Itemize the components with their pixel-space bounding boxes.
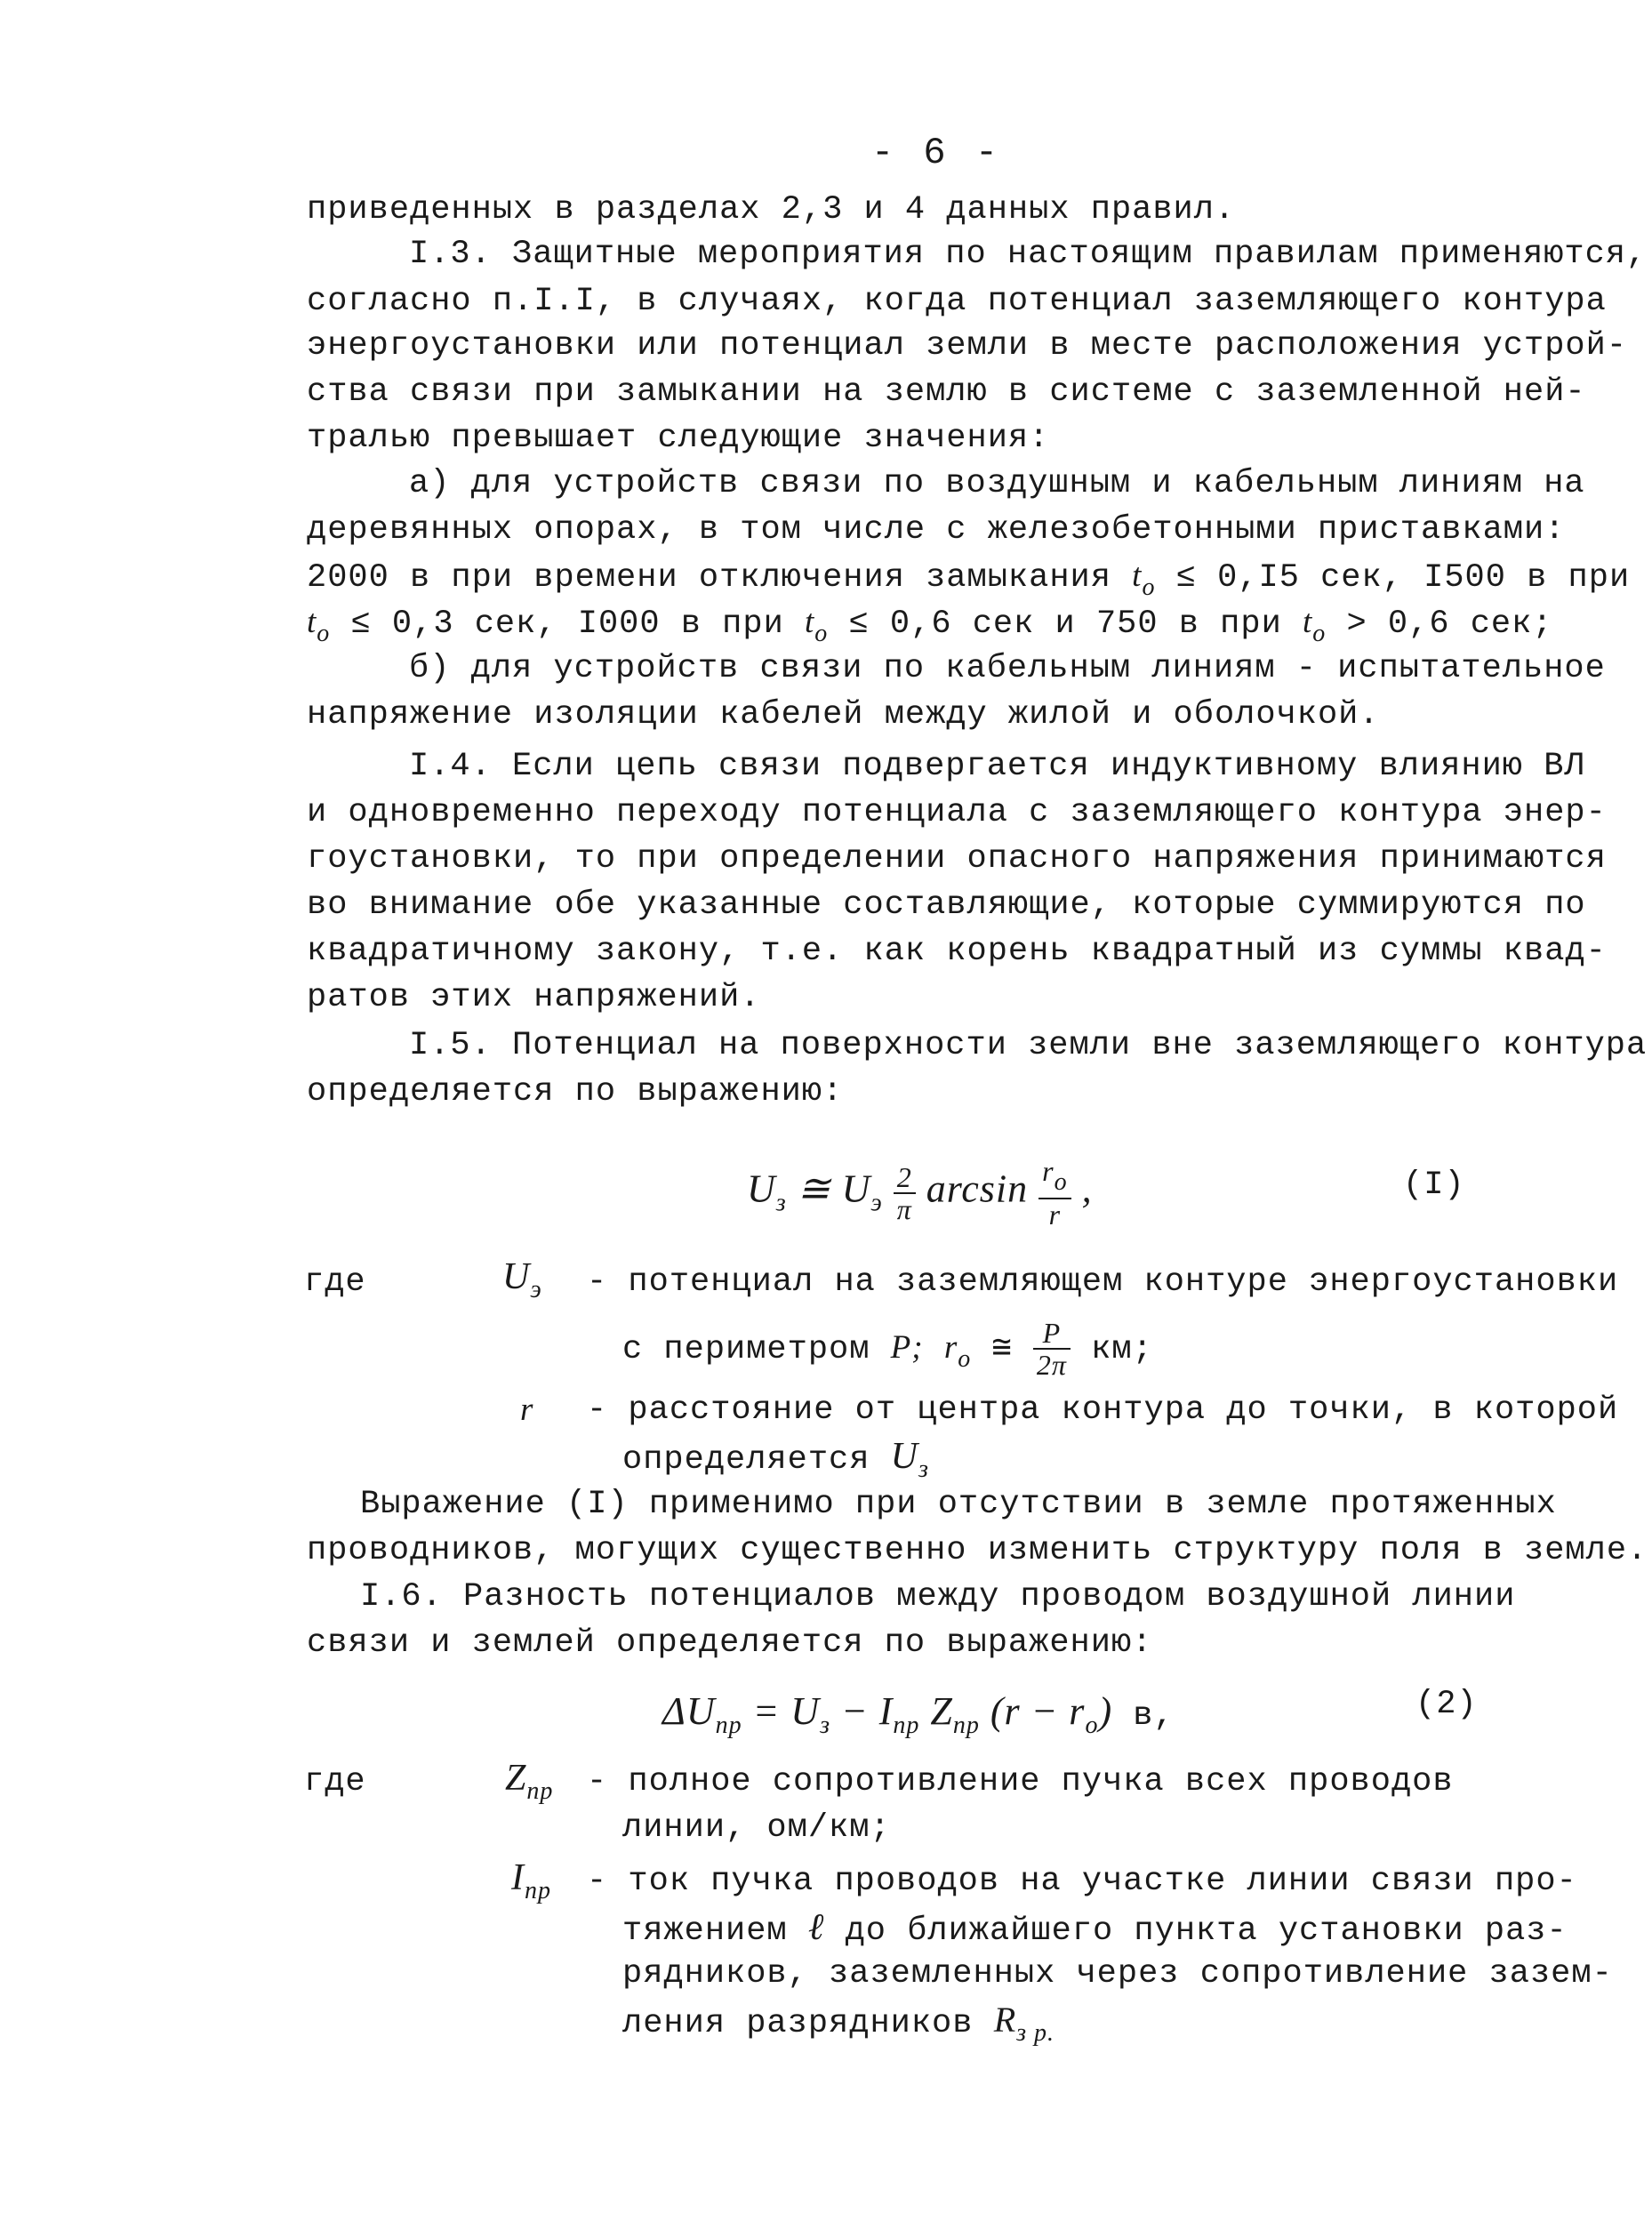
definition-r-cont: определяется $U_з$: [622, 1436, 929, 1483]
text-line: энергоустановки или потенциал земли в месте расположения устрой-: [307, 327, 1628, 365]
symbol-ipr: $I_{пр}$: [511, 1857, 551, 1904]
definition-ipr-cont-1: тяжением ℓ до ближайшего пункта установки раз-: [622, 1907, 1568, 1950]
text-line: гоустановки, то при определении опасного напряжения принимаются: [307, 840, 1607, 878]
text-line: проводников, могущих существенно изменить структуру поля в земле.: [307, 1532, 1648, 1569]
fraction-p-over-2pi: $\frac{P}{2\pi}$: [1033, 1318, 1071, 1380]
text-line: Выражение (I) применимо при отсутствии в земле протяженных: [360, 1486, 1557, 1523]
definition-ipr-cont-2: рядников, заземленных через сопротивление зазем-: [622, 1955, 1613, 1993]
times-text: ≤ 0,6 сек и 750 в при: [848, 605, 1282, 643]
text-line: определяется по выражению:: [307, 1073, 844, 1111]
symbol-ue: $U_э$: [502, 1256, 542, 1303]
formula-1: $U_з$ ≅ $U_э$ $\frac{2}{\pi}$ arcsin $\frac{ro}{r}$ ,: [747, 1155, 1093, 1231]
fraction-2-over-pi: $\frac{2}{\pi}$: [894, 1162, 916, 1224]
text-line: деревянных опорах, в том числе с железобетонными приставками:: [307, 511, 1566, 549]
definition-ue: - потенциал на заземляющем контуре энергоустановки: [587, 1263, 1619, 1301]
text-line: квадратичному закону, т.е. как корень квадратный из суммы квад-: [307, 933, 1607, 970]
definition-zpr-cont: линии, ом/км;: [622, 1809, 891, 1847]
paragraph-1-5: I.5. Потенциал на поверхности земли вне заземляющего контура: [409, 1027, 1648, 1064]
text-line: напряжение изоляции кабелей между жилой и оболочкой.: [307, 696, 1380, 734]
text-line: приведенных в разделах 2,3 и 4 данных правил.: [307, 191, 1236, 229]
symbol-r: r: [520, 1391, 534, 1428]
text-line: согласно п.I.I, в случаях, когда потенциал заземляющего контура: [307, 283, 1607, 320]
text-line: ства связи при замыкании на землю в системе с заземленной ней-: [307, 373, 1586, 411]
paragraph-1-4: I.4. Если цепь связи подвергается индуктивному влиянию ВЛ: [409, 748, 1585, 785]
times-text: ≤ 0,3 сек, I000 в при: [350, 605, 784, 643]
where-label: где: [304, 1263, 366, 1301]
where-label: где: [304, 1763, 366, 1800]
t0-symbol: $t_o$: [805, 604, 829, 647]
text-line: ратов этих напряжений.: [307, 979, 761, 1016]
text-line: и одновременно переходу потенциала с заземляющего контура энер-: [307, 794, 1607, 831]
definition-ipr: - ток пучка проводов на участке линии связи про-: [587, 1863, 1577, 1900]
definition-ue-cont: с периметром P; $r_o$ ≅ $\frac{P}{2\pi}$ км;: [622, 1317, 1153, 1381]
text-line: во внимание обе указанные составляющие, которые суммируются по: [307, 886, 1586, 924]
equation-number-2: (2): [1415, 1686, 1478, 1723]
definition-zpr: - полное сопротивление пучка всех проводов: [587, 1763, 1454, 1800]
times-text: > 0,6 сек;: [1346, 605, 1553, 643]
formula-2: $\Delta U_{пр} = U_з - I_{пр}$ $Z_{пр}$ $(r - r_o)$ в,: [662, 1689, 1175, 1739]
t0-symbol: $t_o$: [1132, 557, 1156, 601]
t0-symbol: $t_o$: [307, 604, 331, 647]
text-line: связи и землей определяется по выражению:: [307, 1624, 1153, 1662]
page-number: - 6 -: [871, 132, 1002, 174]
definition-r: - расстояние от центра контура до точки, в которой: [587, 1391, 1619, 1429]
paragraph-1-6: I.6. Разность потенциалов между проводом воздушной линии: [360, 1578, 1516, 1616]
t0-symbol: $t_o$: [1303, 604, 1327, 647]
text-line: тралью превышает следующие значения:: [307, 420, 1050, 457]
definition-ipr-cont-3: ления разрядников $R_{з р.}$: [622, 2000, 1055, 2047]
equation-number-1: (I): [1403, 1167, 1465, 1204]
list-item-b: б) для устройств связи по кабельным линиям - испытательное: [409, 650, 1606, 687]
list-item-a: а) для устройств связи по воздушным и кабельным линиям на: [409, 465, 1585, 502]
symbol-zpr: $Z_{пр}$: [505, 1758, 554, 1805]
fraction-r0-over-r: $\frac{ro}{r}$: [1039, 1156, 1071, 1230]
times-text: ≤ 0,I5 сек, I500 в при: [1175, 559, 1631, 597]
paragraph-1-3: I.3. Защитные мероприятия по настоящим правилам применяются,: [409, 236, 1648, 273]
times-text: 2000 в при времени отключения замыкания: [307, 559, 1111, 597]
